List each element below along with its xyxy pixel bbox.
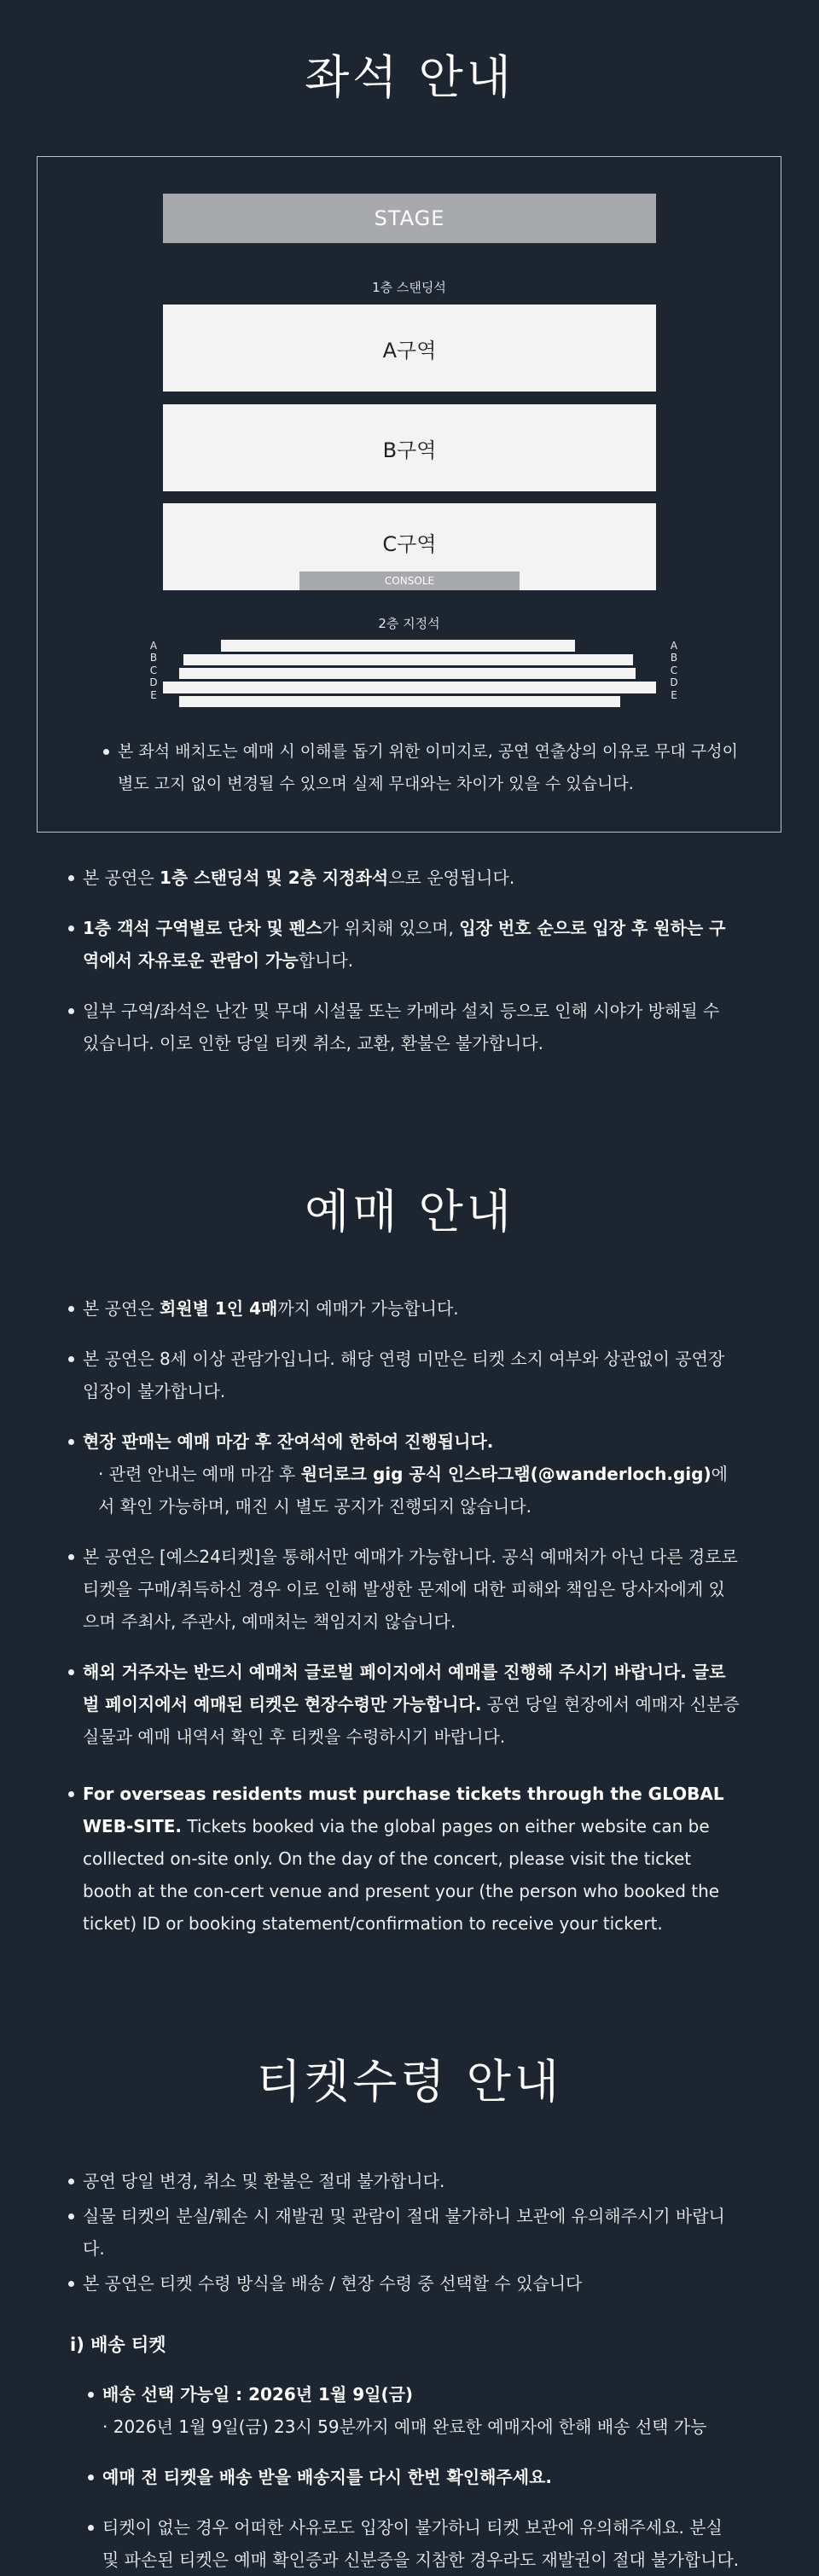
row-letter: A <box>149 640 158 652</box>
row-letter: C <box>670 664 678 676</box>
row-letter: E <box>671 688 677 701</box>
row-letter: D <box>149 676 158 689</box>
balcony-row-e <box>179 696 620 707</box>
seat-bullet-1: 본 공연은 1층 스탠딩석 및 2층 지정좌석으로 운영됩니다. <box>83 862 740 894</box>
seat-map <box>37 156 781 833</box>
ticket-bullet-2: 실물 티켓의 분실/훼손 시 재발권 및 관람이 절대 불가하니 보관에 유의해주시기 바랍니다. <box>83 2200 740 2265</box>
delivery-bullet-2: 예매 전 티켓을 배송 받을 배송지를 다시 한번 확인해주세요. <box>102 2461 742 2493</box>
row-letter: E <box>150 688 157 701</box>
seat-bullet-3: 일부 구역/좌석은 난간 및 무대 시설물 또는 카메라 설치 등으로 인해 시야가 방해될 수 있습니다. 이로 인한 당일 티켓 취소, 교환, 환불은 불가합니다. <box>83 995 740 1059</box>
row-letters-right <box>667 640 681 701</box>
seat-map-note-text: 본 좌석 배치도는 예매 시 이해를 돕기 위한 이미지로, 공연 연출상의 이유로 무대 구성이 별도 고지 없이 변경될 수 있으며 실제 무대와는 차이가 있을 수 있습니다. <box>118 735 741 800</box>
delivery-heading: i) 배송 티켓 <box>70 2335 166 2355</box>
balcony-row-c <box>179 668 636 679</box>
floor1-label: 1층 스탠딩석 <box>372 280 446 295</box>
row-letter: C <box>149 664 158 676</box>
row-letter: D <box>670 676 678 689</box>
booking-bullet-2: 본 공연은 8세 이상 관람가입니다. 해당 연령 미만은 티켓 소지 여부와 상관없이 공연장 입장이 불가합니다. <box>83 1343 740 1407</box>
stage-block: STAGE <box>163 194 656 243</box>
zone-a: A구역 <box>163 305 656 392</box>
delivery-bullet-1: 배송 선택 가능일 : 2026년 1월 9일(금) · 2026년 1월 9일(금) 23시 59분까지 예매 완료한 예매자에 한해 배송 선택 가능 <box>102 2378 742 2443</box>
zone-c: C구역 <box>163 503 656 590</box>
booking-bullet-1: 본 공연은 회원별 1인 4매까지 예매가 가능합니다. <box>83 1292 740 1325</box>
console-block: CONSOLE <box>299 571 520 590</box>
zone-b: B구역 <box>163 404 656 491</box>
booking-bullet-3: 현장 판매는 예매 마감 후 잔여석에 한하여 진행됩니다. · 관련 안내는 예매 마감 후 원더로크 gig 공식 인스타그램(@wanderloch.gig)에서 확인 가능하며, 매진 시 별도 공지가 진행되지 않습니다. <box>83 1425 740 1523</box>
balcony-row-b <box>183 654 633 665</box>
seat-map-note <box>89 735 737 800</box>
balcony-row-d <box>163 682 656 693</box>
row-letter: A <box>670 640 678 652</box>
delivery-bullet-3: 티켓이 없는 경우 어떠한 사유로도 입장이 불가하니 티켓 보관에 유의해주세요. 분실 및 파손된 티켓은 예매 확인증과 신분증을 지참한 경우라도 재발권이 절대 불가합니다. <box>102 2511 742 2576</box>
ticket-bullet-1: 공연 당일 변경, 취소 및 환불은 절대 불가합니다. <box>83 2165 740 2197</box>
booking-bullet-6: For overseas residents must purchase tickets through the GLOBAL WEB-SITE. Tickets booked via the global pages on either website can be colllected on-site only. On the day of the concert, please visit the ticket booth at the con-cert venue and present your (the person who booked the ticket) ID or booking statement/confirmation to receive your tickert. <box>83 1778 740 1940</box>
row-letters-left <box>147 640 160 701</box>
booking-bullet-4: 본 공연은 [예스24티켓]을 통해서만 예매가 가능합니다. 공식 예매처가 아닌 다른 경로로 티켓을 구매/취득하신 경우 이로 인해 발생한 문제에 대한 피해와 책임은 당사자에게 있으며 주최사, 주관사, 예매처는 책임지지 않습니다. <box>83 1540 740 1638</box>
floor2-label: 2층 지정석 <box>378 616 440 631</box>
ticket-section-title: 티켓수령 안내 <box>256 2055 563 2109</box>
ticket-bullet-3: 본 공연은 티켓 수령 방식을 배송 / 현장 수령 중 선택할 수 있습니다 <box>83 2267 740 2300</box>
booking-bullet-5: 해외 거주자는 반드시 예매처 글로벌 페이지에서 예매를 진행해 주시기 바랍니다. 글로벌 페이지에서 예매된 티켓은 현장수령만 가능합니다. 공연 당일 현장에서 예매자 신분증 실물과 예매 내역서 확인 후 티켓을 수령하시기 바랍니다. <box>83 1656 740 1753</box>
booking-section-title: 예매 안내 <box>305 1185 514 1239</box>
seat-section-title: 좌석 안내 <box>305 50 514 104</box>
row-letter: B <box>670 652 678 664</box>
row-letter: B <box>149 652 158 664</box>
balcony-row-a <box>221 640 575 652</box>
seat-bullet-2: 1층 객석 구역별로 단차 및 펜스가 위치해 있으며, 입장 번호 순으로 입장 후 원하는 구역에서 자유로운 관람이 가능합니다. <box>83 912 740 977</box>
